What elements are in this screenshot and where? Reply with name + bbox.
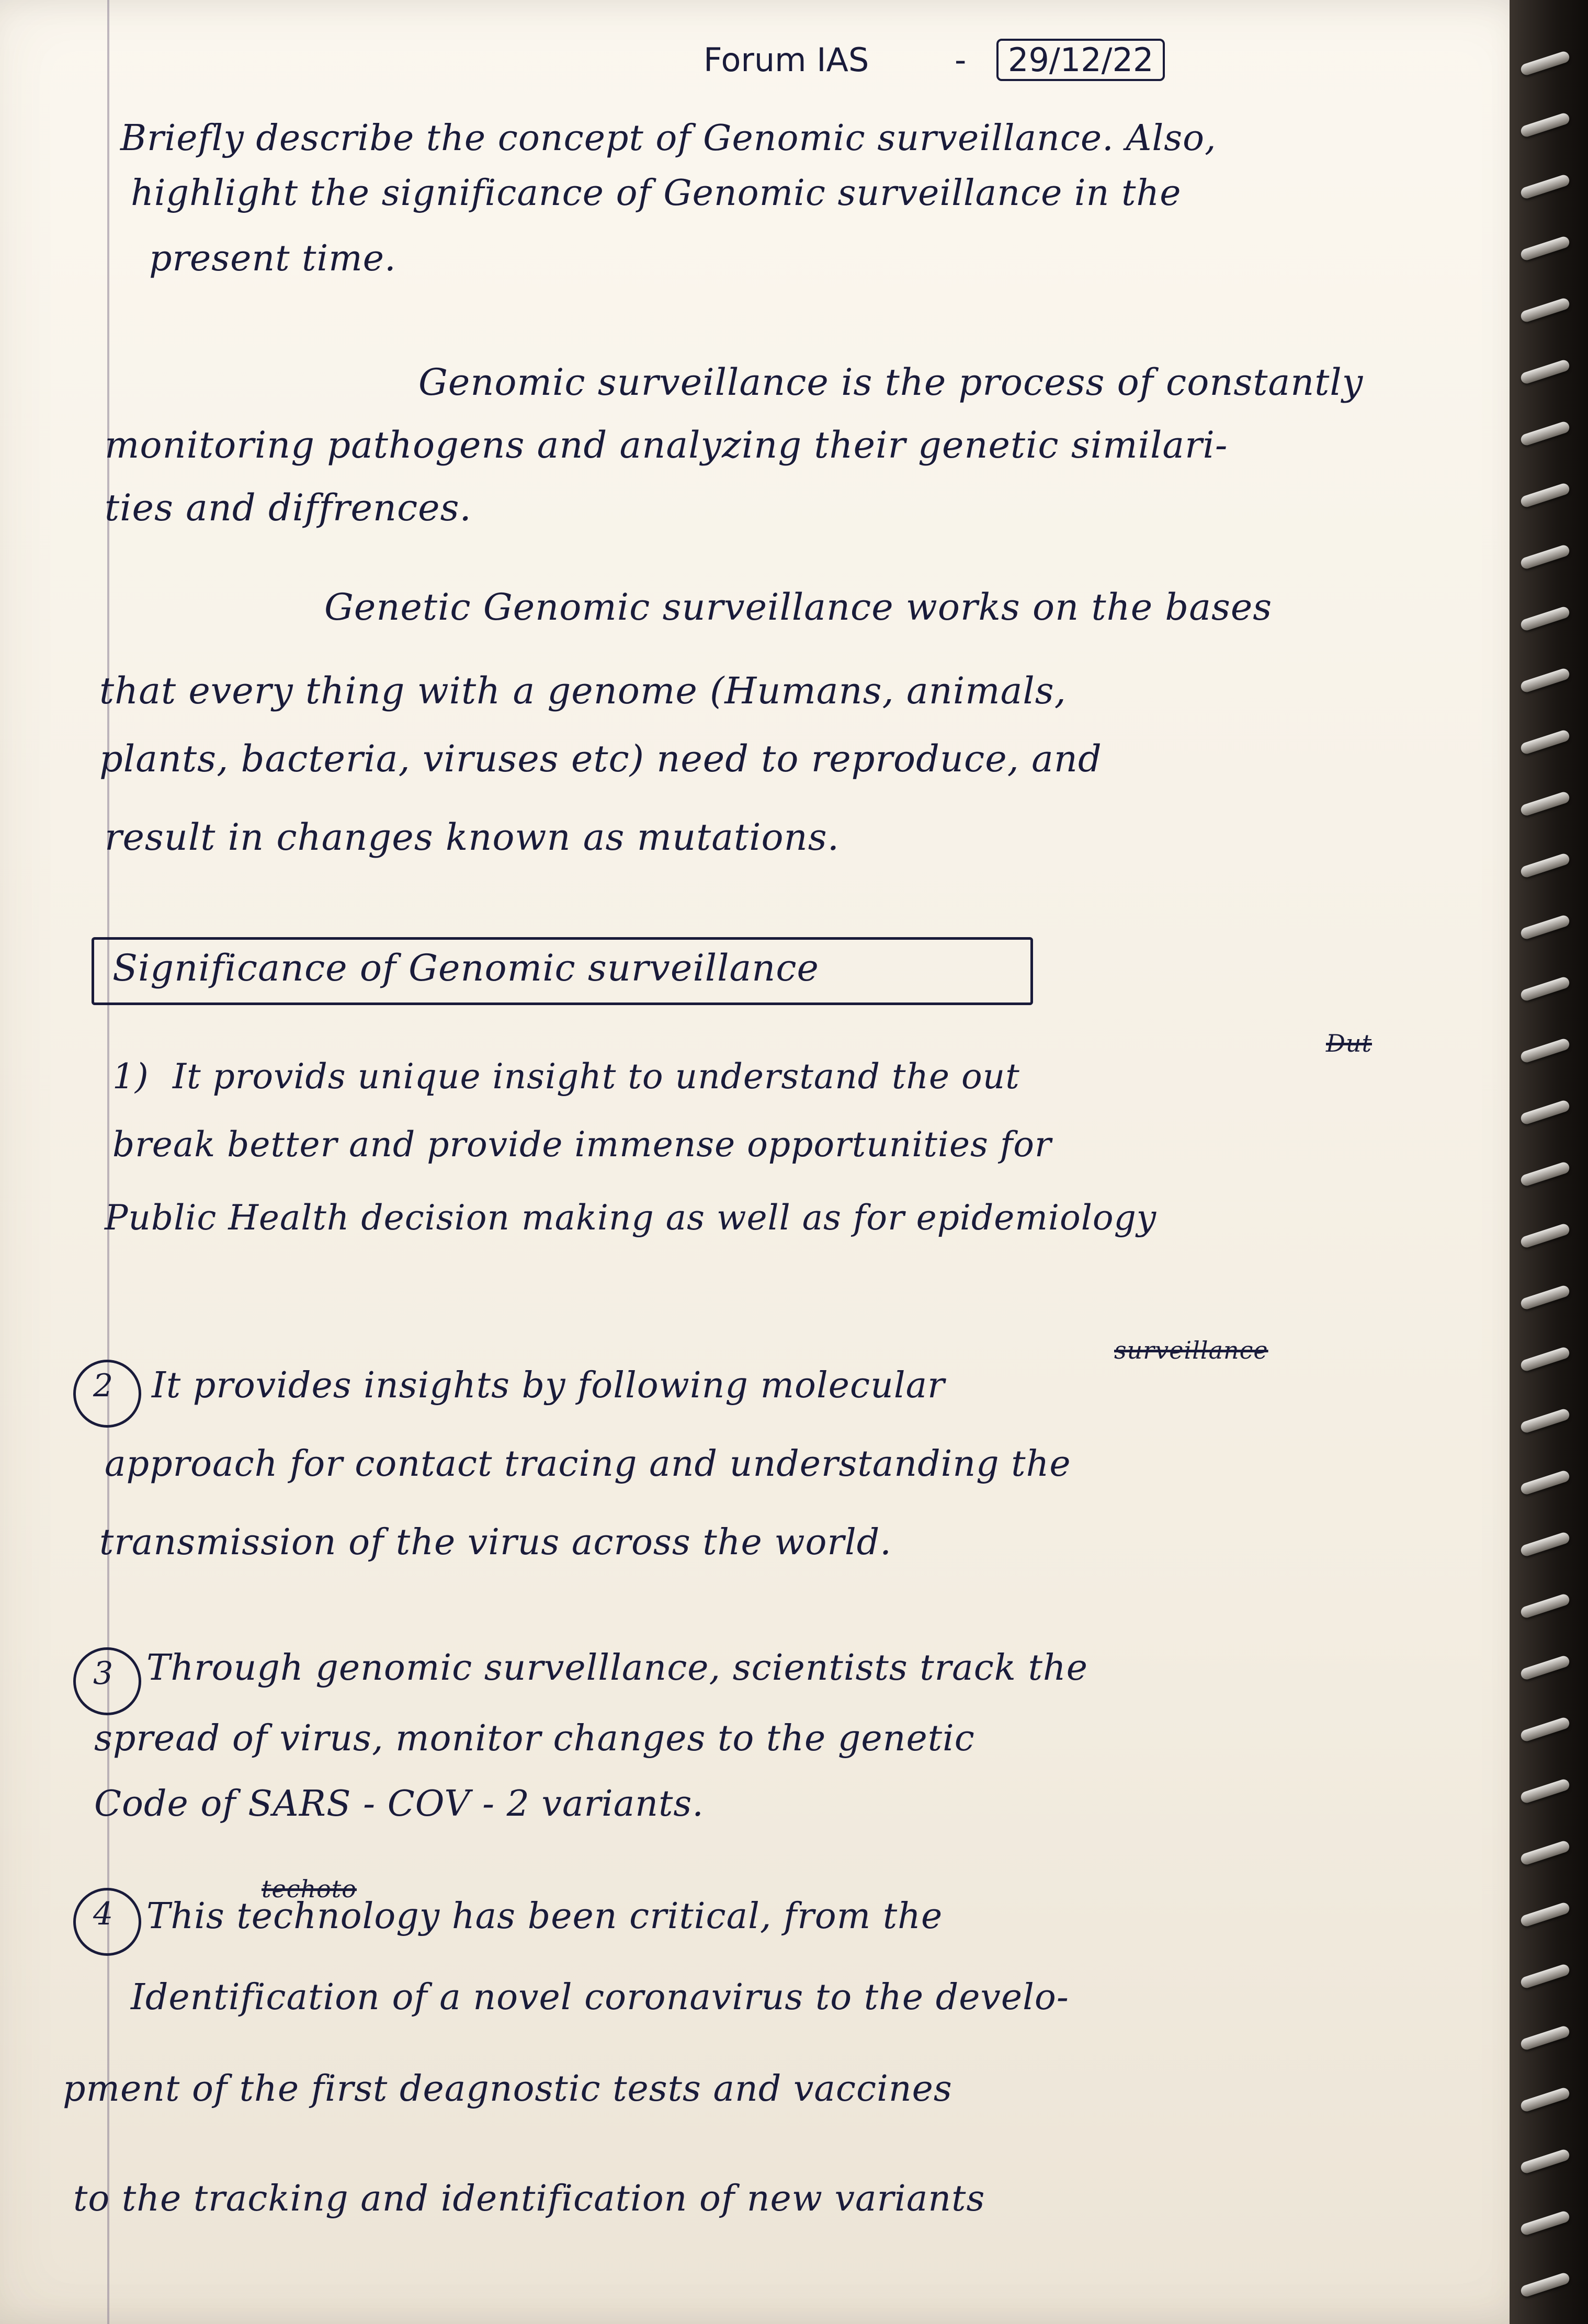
spiral-coil — [1519, 2087, 1571, 2113]
point-3-line-1: Through genomic survelllance, scientists track the — [146, 1647, 1088, 1689]
spiral-coil — [1519, 1099, 1571, 1126]
header-date: 29/12/22 — [996, 39, 1165, 81]
point-4-number: 4 — [93, 1896, 114, 1932]
point-4-line-3: pment of the first deagnostic tests and vaccines — [63, 2068, 952, 2110]
spiral-coil — [1519, 1593, 1571, 1620]
point-2-line-1: It provides insights by following molecular — [152, 1365, 945, 1406]
point-4-line-2: Identification of a novel coronavirus to the develo- — [131, 1977, 1069, 2018]
spiral-coil — [1519, 2025, 1571, 2052]
spiral-coil — [1519, 976, 1571, 1002]
point-4-line-1: This technology has been critical, from the — [146, 1896, 943, 1937]
header-title: Forum IAS — [704, 41, 869, 79]
spiral-coil — [1519, 1716, 1571, 1743]
spiral-coil — [1519, 1223, 1571, 1249]
significance-heading: Significance of Genomic surveillance — [112, 947, 819, 989]
intro-line-3: ties and diffrences. — [105, 486, 472, 529]
spiral-coil — [1519, 667, 1571, 694]
spiral-coil — [1519, 791, 1571, 817]
spiral-coil — [1519, 235, 1571, 262]
intro-line-4: Genetic Genomic surveillance works on the bases — [324, 586, 1273, 629]
intro-line-6: plants, bacteria, viruses etc) need to reproduce, and — [99, 737, 1102, 780]
spiral-coil — [1519, 1346, 1571, 1373]
point-1-number: 1) — [112, 1056, 149, 1097]
point-2-struck-word: surveillance — [1114, 1336, 1268, 1364]
point-1-struck-word: Dut — [1326, 1029, 1372, 1057]
point-3-line-2: spread of virus, monitor changes to the genetic — [94, 1718, 975, 1759]
question-line-1: Briefly describe the concept of Genomic surveillance. Also, — [120, 118, 1217, 159]
spiral-binding — [1510, 0, 1588, 2324]
spiral-coil — [1519, 729, 1571, 756]
spiral-coil — [1519, 1469, 1571, 1496]
spiral-coil — [1519, 544, 1571, 571]
margin-line — [107, 0, 109, 2324]
spiral-coil — [1519, 2272, 1571, 2298]
point-4-struck-word: techoto — [262, 1875, 357, 1903]
spiral-coil — [1519, 297, 1571, 324]
point-1-line-2: break better and provide immense opportunities for — [112, 1124, 1052, 1165]
spiral-coil — [1519, 914, 1571, 941]
spiral-coil — [1519, 1038, 1571, 1064]
spiral-coil — [1519, 2210, 1571, 2237]
spiral-coil — [1519, 1963, 1571, 1990]
point-2-line-3: transmission of the virus across the world. — [99, 1522, 892, 1563]
spiral-coil — [1519, 112, 1571, 139]
intro-line-1: Genomic surveillance is the process of constantly — [418, 361, 1364, 404]
intro-line-5: that every thing with a genome (Humans, animals, — [99, 669, 1067, 712]
intro-line-7: result in changes known as mutations. — [105, 816, 840, 859]
spiral-coil — [1519, 1901, 1571, 1928]
spiral-coil — [1519, 50, 1571, 77]
question-line-2: highlight the significance of Genomic surveillance in the — [131, 173, 1182, 214]
point-2-number: 2 — [93, 1368, 114, 1404]
spiral-coil — [1519, 482, 1571, 509]
spiral-coil — [1519, 420, 1571, 447]
spiral-coil — [1519, 359, 1571, 385]
spiral-coil — [1519, 1778, 1571, 1805]
spiral-coil — [1519, 1531, 1571, 1558]
spiral-coil — [1519, 1408, 1571, 1434]
point-1-line-1: It provids unique insight to understand the out — [173, 1056, 1020, 1097]
point-3-number: 3 — [93, 1655, 114, 1692]
spiral-coil — [1519, 1284, 1571, 1311]
spiral-coil — [1519, 1655, 1571, 1681]
point-2-line-2: approach for contact tracing and understanding the — [105, 1443, 1071, 1485]
spiral-coil — [1519, 852, 1571, 879]
intro-line-2: monitoring pathogens and analyzing their genetic similari- — [105, 424, 1228, 466]
spiral-coil — [1519, 1840, 1571, 1866]
point-4-line-4: to the tracking and identification of new variants — [73, 2178, 985, 2219]
question-line-3: present time. — [149, 238, 396, 279]
spiral-coil — [1519, 174, 1571, 200]
spiral-coil — [1519, 2148, 1571, 2175]
spiral-coil — [1519, 606, 1571, 632]
header-separator: - — [955, 41, 967, 79]
spiral-coil — [1519, 1161, 1571, 1188]
point-3-line-3: Code of SARS - COV - 2 variants. — [94, 1783, 704, 1825]
point-1-line-3: Public Health decision making as well as for epidemiology — [105, 1198, 1157, 1238]
